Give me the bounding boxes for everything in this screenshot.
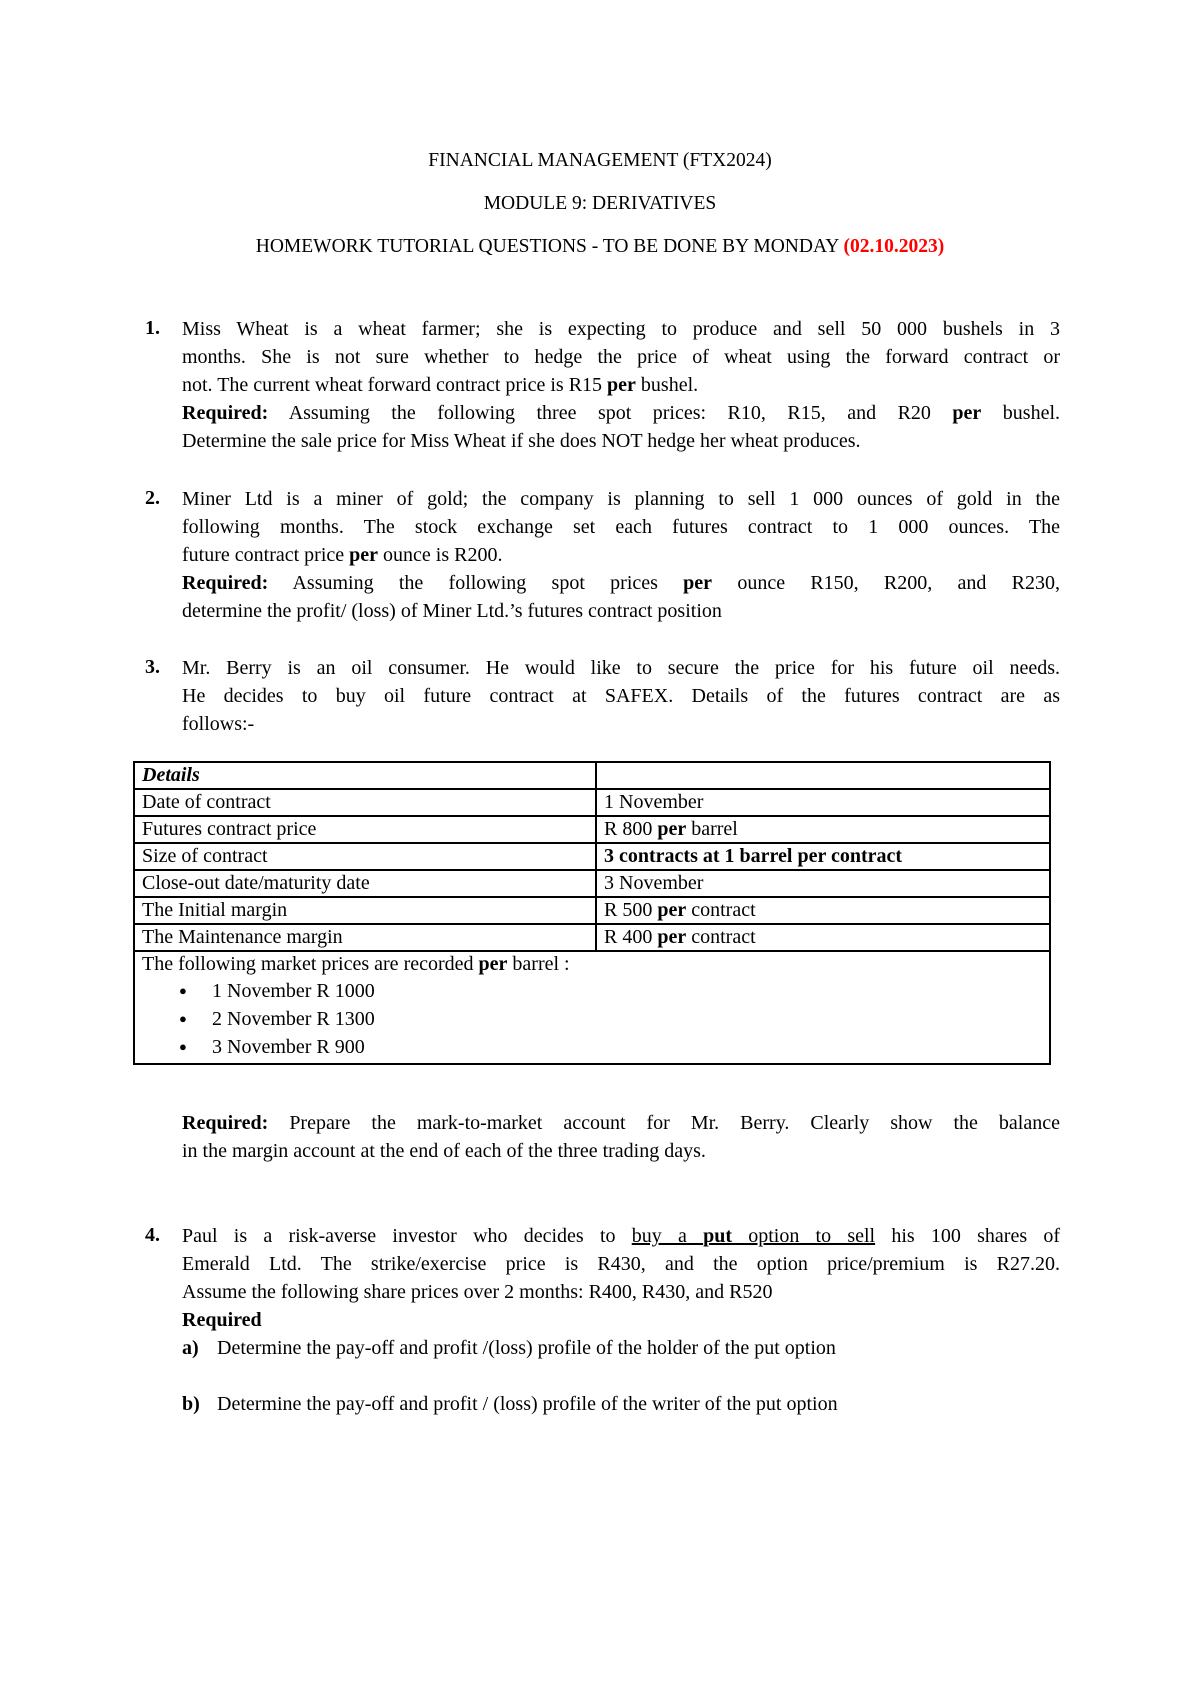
q4-part-a-text: Determine the pay-off and profit /(loss) profile of the holder of the put option <box>217 1337 836 1359</box>
q3-required-text: Prepare the mark-to-market account for Mr. Berry. Clearly show the balance <box>268 1112 1060 1134</box>
q1-line-2: months. She is not sure whether to hedge the price of wheat using the forward contract or <box>182 346 1060 368</box>
q1-line-3-end: bushel. <box>635 374 699 396</box>
q1-line-3 <box>182 371 1060 399</box>
question-1 <box>182 315 1060 455</box>
row-label: Size of contract <box>134 843 596 870</box>
question-3 <box>182 654 1060 738</box>
row-value-bold: per <box>657 818 687 840</box>
row-label: Date of contract <box>134 789 596 816</box>
row-value <box>596 924 1050 951</box>
q4-line-3: Assume the following share prices over 2 months: R400, R430, and R520 <box>182 1281 773 1303</box>
q4-line-1-text: Paul is a risk-averse investor who decides to <box>182 1225 632 1247</box>
row-value <box>596 843 1050 870</box>
row-label: Futures contract price <box>134 816 596 843</box>
market-prices-cell <box>134 951 1050 1064</box>
row-value-end: barrel <box>686 818 738 840</box>
q2-required-per: per <box>683 572 713 594</box>
row-value-end: contract <box>686 926 756 948</box>
q2-line-1: Miner Ltd is a miner of gold; the company is planning to sell 1 000 ounces of gold in the <box>182 488 1060 510</box>
row-value-end: contract <box>686 899 756 921</box>
futures-details-table <box>133 761 1051 1065</box>
q2-line-2: following months. The stock exchange set each futures contract to 1 000 ounces. The <box>182 516 1060 538</box>
list-item: ● 1 November R 1000 <box>212 977 1042 1005</box>
q1-required-label: Required: <box>182 402 269 424</box>
table-header-label: Details <box>142 764 200 786</box>
tutorial-title <box>0 236 1200 258</box>
row-value-bold: 3 contracts at 1 barrel per contract <box>604 845 903 867</box>
q4-underline-put: put <box>703 1225 732 1247</box>
market-prices-row <box>134 951 1050 1064</box>
market-prices-list <box>142 977 1042 1061</box>
q4-underlined-phrase <box>632 1225 875 1247</box>
list-item: ● 3 November R 900 <box>212 1033 1042 1061</box>
q3-line-1: Mr. Berry is an oil consumer. He would like to secure the price for his future oil needs. <box>182 657 1060 679</box>
q4-line-1-end: his 100 shares of <box>875 1225 1060 1247</box>
q4-line-2: Emerald Ltd. The strike/exercise price is R430, and the option price/premium is R27.20. <box>182 1253 1060 1275</box>
q1-required-text: Assuming the following three spot prices: R10, R15, and R20 <box>268 402 953 424</box>
table-header-cell <box>134 762 596 789</box>
q4-part-b-label: b) <box>182 1393 200 1415</box>
q4-part-a-label: a) <box>182 1337 199 1359</box>
question-4-number: 4. <box>145 1224 160 1246</box>
row-value-bold: per <box>657 899 687 921</box>
q2-line-5: determine the profit/ (loss) of Miner Ltd.’s futures contract position <box>182 600 722 622</box>
table-row <box>134 870 1050 897</box>
q1-required <box>182 399 1060 427</box>
question-2 <box>182 485 1060 625</box>
q1-required-end: bushel. <box>981 402 1060 424</box>
q2-required-label: Required: <box>182 572 269 594</box>
question-2-number: 2. <box>145 487 160 509</box>
due-date: (02.10.2023) <box>843 236 945 257</box>
q2-required <box>182 569 1060 597</box>
table-header-row <box>134 762 1050 789</box>
q2-required-end: ounce R150, R200, and R230, <box>712 572 1060 594</box>
table-row <box>134 789 1050 816</box>
q4-part-b-text: Determine the pay-off and profit / (loss) profile of the writer of the put option <box>217 1393 838 1415</box>
q2-line-3-end: ounce is R200. <box>378 544 503 566</box>
q2-line-3-text: future contract price <box>182 544 350 566</box>
tutorial-title-text: HOMEWORK TUTORIAL QUESTIONS - TO BE DONE BY MONDAY <box>255 236 844 257</box>
market-prices-per: per <box>478 953 508 975</box>
row-value-text: 3 November <box>604 872 704 894</box>
q3-required-line-2: in the margin account at the end of each of the three trading days. <box>182 1140 706 1162</box>
row-value <box>596 870 1050 897</box>
question-1-number: 1. <box>145 317 160 339</box>
row-label: The Initial margin <box>134 897 596 924</box>
row-value-text: 1 November <box>604 791 704 813</box>
row-value <box>596 816 1050 843</box>
row-value <box>596 897 1050 924</box>
market-prices-text: The following market prices are recorded <box>142 953 479 975</box>
question-3-required <box>182 1109 1060 1165</box>
q1-line-3-text: not. The current wheat forward contract price is R15 <box>182 374 608 396</box>
q3-required-label: Required: <box>182 1112 269 1134</box>
q4-line-1 <box>182 1222 1060 1250</box>
row-value-bold: per <box>657 926 687 948</box>
q4-required-label <box>182 1306 1060 1334</box>
q4-underline-1: buy a <box>631 1225 704 1247</box>
market-prices-end: barrel : <box>507 953 570 975</box>
table-header-empty <box>596 762 1050 789</box>
table-row <box>134 897 1050 924</box>
table-row <box>134 843 1050 870</box>
row-value <box>596 789 1050 816</box>
q2-required-text: Assuming the following spot prices <box>268 572 684 594</box>
question-3-number: 3. <box>145 656 160 678</box>
market-prices-intro <box>142 952 1042 977</box>
row-value-text: R 400 <box>604 926 658 948</box>
row-label: Close-out date/maturity date <box>134 870 596 897</box>
row-value-text: R 500 <box>604 899 658 921</box>
q1-line-1: Miss Wheat is a wheat farmer; she is expecting to produce and sell 50 000 bushels in 3 <box>182 318 1060 340</box>
q1-line-5: Determine the sale price for Miss Wheat if she does NOT hedge her wheat produces. <box>182 430 861 452</box>
q4-required-text: Required <box>182 1309 262 1331</box>
table-row <box>134 924 1050 951</box>
q4-part-b <box>182 1390 1060 1418</box>
question-4 <box>182 1222 1060 1418</box>
q1-per: per <box>607 374 636 396</box>
list-item: ● 2 November R 1300 <box>212 1005 1042 1033</box>
q4-underline-3: option to sell <box>731 1225 876 1247</box>
q2-line-3 <box>182 541 1060 569</box>
q4-part-a <box>182 1334 1060 1362</box>
table-row <box>134 816 1050 843</box>
row-value-text: R 800 <box>604 818 658 840</box>
course-title: FINANCIAL MANAGEMENT (FTX2024) <box>428 150 772 171</box>
q1-required-per: per <box>952 402 982 424</box>
row-label: The Maintenance margin <box>134 924 596 951</box>
module-title: MODULE 9: DERIVATIVES <box>483 193 717 214</box>
q2-per: per <box>349 544 379 566</box>
q3-line-2: He decides to buy oil future contract at SAFEX. Details of the futures contract are as <box>182 685 1060 707</box>
q3-required-line-1 <box>182 1109 1060 1137</box>
q3-line-3: follows:- <box>182 713 255 735</box>
